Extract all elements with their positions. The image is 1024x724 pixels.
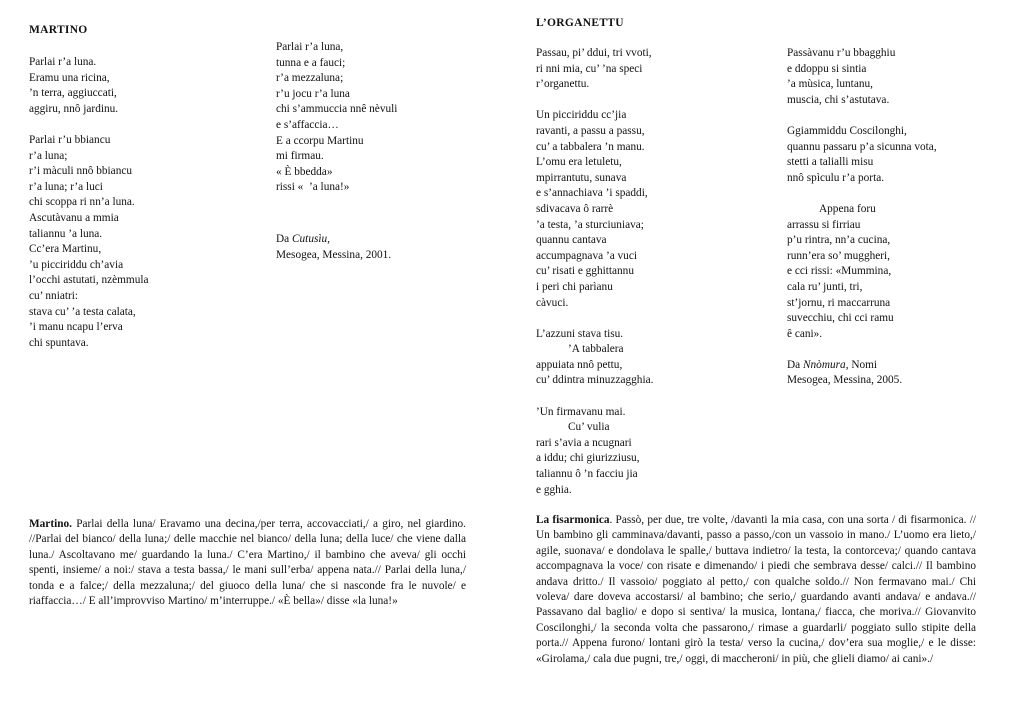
source-prefix: Da: [787, 358, 803, 371]
poem-line: ’n terra, aggiuccati,: [29, 87, 117, 100]
poem-line: rissi « ’a luna!»: [276, 181, 350, 194]
poem-line: i peri chi parìanu: [536, 280, 613, 293]
poem-line: r’i màculi nnô bbiancu: [29, 165, 133, 178]
organettu-column-1: [536, 46, 653, 498]
source-publisher: Mesogea, Messina, 2001.: [276, 248, 392, 261]
poem-line: muscia, chi s’astutava.: [787, 93, 890, 106]
poem-line: tunna e a fauci;: [276, 56, 346, 69]
poem-line: ’u picciriddu ch’avia: [29, 258, 124, 271]
poem-line: cu’ nniatri:: [29, 289, 79, 302]
stanza-gap: [536, 311, 653, 327]
poem-line: Parlai r’a luna,: [276, 41, 344, 53]
poem-line: r’a luna; r’a luci: [29, 180, 103, 193]
organettu-translation: [536, 513, 976, 667]
poem-line: ’i manu ncapu l’erva: [29, 321, 123, 334]
translation-text: Parlai della luna/ Eravamo una decina,/per terra, accovacciati,/ a giro, nel giardino. //Parlai del bianco/ della luna;/ delle macchie nel bianco/ della luna; della luce/ che viene dalla luna./ Ascoltavano me/ guardando la luna./ C’era Martino,/ il bambino che aveva/ gli occhi spenti, insieme/ a noi:/ stava a testa bassa,/ le mani sull’erba/ appena nata.// Parlai della luna,/ tonda e a falce;/ della mezzaluna;/ del giuoco della luna/ che si nasconde fra le nuvole/ e riaffaccia…/ E all’improvviso Martino/ m’interruppe./ «È bella»/ disse «la luna!»: [29, 518, 466, 608]
source-book-title: Nnòmura: [803, 358, 846, 371]
poem-line: nnô spìculu r’a porta.: [787, 171, 885, 184]
poem-line: r’u jocu r’a luna: [276, 87, 350, 100]
poem-line: Un picciriddu cc’jia: [536, 109, 627, 122]
poem-line: chi s’ammuccia nnê nèvuli: [276, 103, 398, 116]
stanza-gap: [787, 342, 937, 358]
source-suffix: ,: [327, 233, 330, 245]
poem-line: Passau, pi’ ddui, tri vvoti,: [536, 47, 652, 59]
poem-line: r’organettu.: [536, 78, 590, 91]
poem-line: mpirrantutu, sunava: [536, 171, 627, 184]
translation-title: La fisarmonica: [536, 514, 610, 526]
poem-line: Ggiammiddu Coscilonghi,: [787, 124, 907, 137]
poem-line: p’u rintra, nn’a cucina,: [787, 234, 891, 247]
poem-line: runn’era so’ muggheri,: [787, 249, 890, 262]
poem-line: Parlai r’a luna.: [29, 56, 97, 68]
poem-line: ’a mùsica, luntanu,: [787, 78, 873, 91]
poem-line: arrassu si firriau: [787, 218, 861, 231]
stanza-gap: [787, 186, 937, 202]
translation-title: Martino.: [29, 518, 72, 530]
poem-line: Mesogea, Messina, 2005.: [787, 374, 903, 387]
poem-line: Cc’era Martinu,: [29, 243, 102, 256]
poem-line: stetti a talialli misu: [787, 156, 874, 169]
poem-line: ’Un firmavanu mai.: [536, 405, 626, 418]
poem-line: L’azzuni stava tisu.: [536, 327, 624, 340]
poem-line: e s’annachiava ’i spaddi,: [536, 187, 648, 200]
organettu-column-2: [787, 46, 937, 389]
martino-column-2: [276, 40, 397, 196]
martino-column-1: [29, 55, 149, 351]
poem-title-organettu: L’ORGANETTU: [536, 17, 624, 29]
poem-line: chi spuntava.: [29, 336, 89, 349]
poem-line: ravanti, a passu a passu,: [536, 124, 645, 137]
martino-source: [276, 232, 391, 263]
poem-line: Parlai r’u bbiancu: [29, 133, 111, 146]
poem-line: Passàvanu r’u bbagghiu: [787, 47, 896, 59]
poem-line: « È bbedda»: [276, 165, 333, 178]
poem-line: l’occhi astutati, nzèmmula: [29, 274, 149, 287]
poem-line: cala ru’ junti, tri,: [787, 280, 863, 293]
stanza-gap: [787, 108, 937, 124]
poem-line: cu’ risati e gghittannu: [536, 265, 634, 278]
source-prefix: Da: [276, 233, 292, 245]
poem-line: r’a mezzaluna;: [276, 72, 344, 85]
poem-line: L’omu era letuletu,: [536, 156, 622, 169]
poem-line: quannu passaru p’a sicunna vota,: [787, 140, 937, 153]
poem-line: Eramu una ricina,: [29, 71, 110, 84]
poem-line: e s’affaccia…: [276, 118, 339, 131]
poem-line: ri nni mia, cu’ ’na speci: [536, 62, 643, 75]
poem-line: e ddoppu si sintia: [787, 62, 867, 75]
poem-line: st’jornu, ri maccarruna: [787, 296, 891, 309]
poem-line: chi scoppa ri nn’a luna.: [29, 196, 135, 209]
poem-line: ’a testa, ’a sturciuniava;: [536, 218, 644, 231]
source-suffix: , Nomi: [845, 358, 878, 371]
poem-line: ê cani».: [787, 327, 823, 340]
poem-line: quannu cantava: [536, 234, 607, 247]
poem-title-martino: MARTINO: [29, 24, 88, 36]
poem-line: stava cu’ ’a testa calata,: [29, 305, 136, 318]
poem-line: rari s’avia a ncugnari: [536, 436, 632, 449]
translation-text: . Passò, per due, tre volte, /davanti la mia casa, con una sorta / di fisarmonica. // Un bambino gli camminava/davanti, passo a passo,/con un vassoio in mano./ L’uomo era lieto,/ agile, suonava/ e dondolava le spalle,/ buttava indietro/ la testa, la contorceva;/ quando cantava accompagnava la voce/ con risate e dimenando/ i piedi che sembrava desse/ calci.// Il bambino andava dritto./ Il vassoio/ poggiato al petto,/ con qualche soldo.// Non fermavano mai./ Chi voleva/ dare doveva accostarsi/ al bambino; che serio,/ guardando avanti andava/ e andava.// Passavano dal baglio/ e dopo si sentiva/ la musica, lontana,/ fiacca, che moriva.// Giovanvito Coscilonghi,/ la seconda volta che passarono,/ rimase a guardarli/ poggiato sullo stipite della porta.// Appena furono/ lontani girò la testa/ verso la cucina,/ dov’era sua moglie,/ e le disse: «Girolama,/ cala due pugni, tre,/ oggi, di maccheroni/ in più, che glieli diamo/ ai cani»./: [536, 514, 976, 665]
poem-line: a iddu; chi giurizziusu,: [536, 452, 640, 465]
organettu-source: [787, 358, 937, 374]
poem-line: sdivacava ô rarrè: [536, 202, 614, 215]
poem-line: suvecchiu, chi cci ramu: [787, 312, 894, 325]
poem-line: cu’ a tabbalera ’n manu.: [536, 140, 645, 153]
poem-line: taliannu ô ’n facciu jia: [536, 468, 638, 481]
poem-line: ’A tabbalera: [568, 343, 624, 356]
poem-line: mi firmau.: [276, 150, 324, 163]
poem-line: Appena foru: [819, 202, 876, 215]
poem-line: r’a luna;: [29, 149, 68, 162]
poem-line: e gghia.: [536, 483, 572, 496]
poem-line: Ascutàvanu a mmia: [29, 211, 119, 224]
martino-translation: [29, 517, 466, 609]
poem-line: taliannu ’a luna.: [29, 227, 103, 240]
poem-line: càvuci.: [536, 296, 569, 309]
stanza-gap: [29, 117, 149, 133]
stanza-gap: [536, 389, 653, 405]
poem-line: E a ccorpu Martinu: [276, 134, 364, 147]
stanza-gap: [536, 93, 653, 109]
poem-line: accumpagnava ’a vuci: [536, 249, 637, 262]
source-book-title: Cutusìu: [292, 233, 328, 245]
poem-line: e cci rissi: «Mummina,: [787, 265, 892, 278]
poem-line: aggiru, nnô jardinu.: [29, 102, 119, 115]
poem-line: cu’ ddintra minuzzagghia.: [536, 374, 654, 387]
poem-line: Cu’ vulia: [568, 421, 610, 434]
poem-line: appuiata nnô pettu,: [536, 358, 623, 371]
